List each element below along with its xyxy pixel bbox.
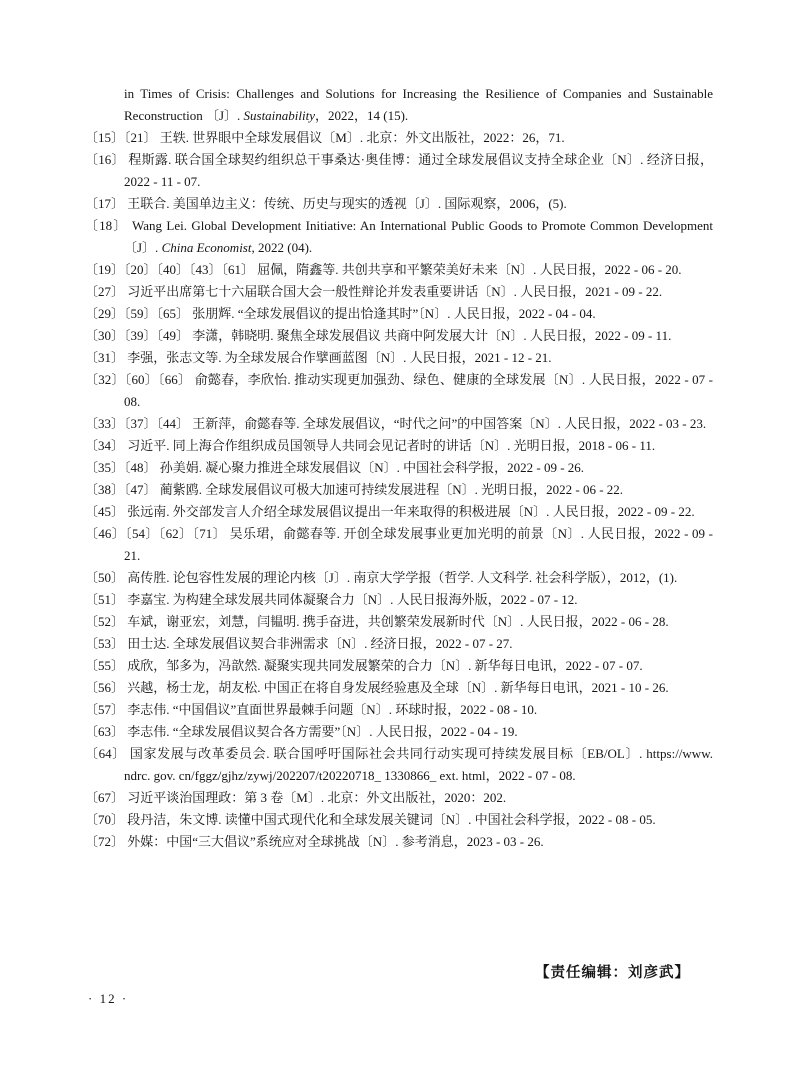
- reference-number: 〔50〕: [85, 570, 128, 585]
- reference-text: ，2022，14 (15).: [315, 108, 409, 123]
- reference-number: 〔31〕: [85, 350, 128, 365]
- reference-item: [85, 435, 713, 457]
- reference-item: [85, 787, 713, 809]
- reference-number: 〔51〕: [85, 592, 128, 607]
- reference-text: 段丹洁，朱文博. 读懂中国式现代化和全球发展关键词〔N〕. 中国社会科学报，2022 - 08 - 05.: [127, 812, 656, 827]
- reference-text: 李嘉宝. 为构建全球发展共同体凝聚合力〔N〕. 人民日报海外版，2022 - 07 - 12.: [127, 592, 578, 607]
- reference-number: 〔64〕: [85, 746, 130, 761]
- reference-number: 〔35〕〔48〕: [85, 460, 160, 475]
- references-list: [85, 83, 713, 853]
- reference-text: 习近平谈治国理政：第 3 卷〔M〕. 北京：外文出版社，2020：202.: [127, 790, 507, 805]
- reference-text: 兴越，杨士龙，胡友松. 中国正在将自身发展经验惠及全球〔N〕. 新华每日电讯，2021 - 10 - 26.: [127, 680, 669, 695]
- reference-text: 习近平. 同上海合作组织成员国领导人共同会见记者时的讲话〔N〕. 光明日报，2018 - 06 - 11.: [127, 438, 656, 453]
- reference-text: 程斯露. 联合国全球契约组织总干事桑达·奥佳博：通过全球发展倡议支持全球企业〔N〕. 经济日报，2022 - 11 - 07.: [124, 152, 713, 189]
- reference-number: 〔19〕〔20〕〔40〕〔43〕〔61〕: [85, 262, 258, 277]
- reference-item: [85, 479, 713, 501]
- reference-number: 〔72〕: [85, 834, 128, 849]
- reference-item: [85, 677, 713, 699]
- reference-number: 〔17〕: [85, 196, 128, 211]
- reference-item: [85, 413, 713, 435]
- reference-text: 李志伟. “中国倡议”直面世界最棘手问题〔N〕. 环球时报，2022 - 08 - 10.: [127, 702, 538, 717]
- reference-item: [85, 215, 713, 259]
- reference-number: 〔15〕〔21〕: [85, 130, 160, 145]
- reference-text: 田士达. 全球发展倡议契合非洲需求〔N〕. 经济日报，2022 - 07 - 27.: [127, 636, 513, 651]
- reference-item: [85, 567, 713, 589]
- reference-text: 王新萍，俞懿春等. 全球发展倡议，“时代之问”的中国答案〔N〕. 人民日报，2022 - 03 - 23.: [192, 416, 707, 431]
- reference-item: [85, 589, 713, 611]
- reference-number: 〔57〕: [85, 702, 128, 717]
- page-number: · 12 ·: [88, 991, 129, 1006]
- reference-item: [85, 325, 713, 347]
- reference-number: 〔29〕〔59〕〔65〕: [85, 306, 193, 321]
- reference-number: 〔45〕: [85, 504, 128, 519]
- reference-item: [85, 633, 713, 655]
- reference-text: 成欣，邹多为，冯歆然. 凝聚实现共同发展繁荣的合力〔N〕. 新华每日电讯，2022 - 07 - 07.: [127, 658, 643, 673]
- reference-item: [85, 831, 713, 853]
- reference-item: [85, 809, 713, 831]
- reference-number: 〔55〕: [85, 658, 128, 673]
- reference-text: 习近平出席第七十六届联合国大会一般性辩论并发表重要讲话〔N〕. 人民日报，2021 - 09 - 22.: [127, 284, 663, 299]
- reference-text: 俞懿春，李欣怡. 推动实现更加强劲、绿色、健康的全球发展〔N〕. 人民日报，2022 - 07 - 08.: [124, 372, 713, 409]
- reference-item: [85, 743, 713, 787]
- reference-number: 〔27〕: [85, 284, 128, 299]
- reference-item: [85, 721, 713, 743]
- reference-item: [85, 347, 713, 369]
- reference-number: 〔34〕: [85, 438, 128, 453]
- reference-number: 〔70〕: [85, 812, 128, 827]
- reference-number: 〔33〕〔37〕〔44〕: [85, 416, 193, 431]
- reference-text: 车斌，谢亚宏，刘慧，闫韫明. 携手奋进，共创繁荣发展新时代〔N〕. 人民日报，2022 - 06 - 28.: [127, 614, 669, 629]
- reference-item: [85, 501, 713, 523]
- reference-text: 李志伟. “全球发展倡议契合各方需要”〔N〕. 人民日报，2022 - 04 - 19.: [127, 724, 518, 739]
- reference-number: 〔56〕: [85, 680, 128, 695]
- reference-item: [85, 149, 713, 193]
- reference-text: 王联合. 美国单边主义：传统、历史与现实的透视〔J〕. 国际观察，2006，(5).: [127, 196, 567, 211]
- reference-text: 外媒：中国“三大倡议”系统应对全球挑战〔N〕. 参考消息，2023 - 03 - 26.: [127, 834, 544, 849]
- reference-text: 李潇，韩晓明. 聚焦全球发展倡议 共商中阿发展大计〔N〕. 人民日报，2022 - 09 - 11.: [192, 328, 672, 343]
- reference-item: [85, 523, 713, 567]
- reference-item: [85, 259, 713, 281]
- reference-number: 〔18〕: [85, 218, 132, 233]
- reference-item: [85, 281, 713, 303]
- reference-item: [85, 655, 713, 677]
- reference-text: 屈佩，隋鑫等. 共创共享和平繁荣美好未来〔N〕. 人民日报，2022 - 06 - 20.: [257, 262, 682, 277]
- reference-text: 国家发展与改革委员会. 联合国呼吁国际社会共同行动实现可持续发展目标〔EB/OL〕. https://www. ndrc. gov. cn/fggz/gjhz/zywj/202207/t20220718_ 1330866_ ext. html，2022 - 07 - 08.: [124, 746, 713, 783]
- reference-item: [85, 83, 713, 127]
- reference-item: [85, 611, 713, 633]
- reference-item: [85, 127, 713, 149]
- reference-number: 〔30〕〔39〕〔49〕: [85, 328, 193, 343]
- reference-text: 王轶. 世界眼中全球发展倡议〔M〕. 北京：外文出版社，2022：26，71.: [159, 130, 565, 145]
- reference-number: 〔52〕: [85, 614, 128, 629]
- reference-text: 李强，张志文等. 为全球发展合作擘画蓝图〔N〕. 人民日报，2021 - 12 - 21.: [127, 350, 552, 365]
- reference-text: in Times of Crisis: Challenges and Solutions for Increasing the Resilience of Companies and Sustainable Reconstruction 〔J〕.: [124, 86, 713, 123]
- journal-title: China Economist: [161, 240, 252, 255]
- reference-item: [85, 193, 713, 215]
- reference-text: 孙美娟. 凝心聚力推进全球发展倡议〔N〕. 中国社会科学报，2022 - 09 - 26.: [159, 460, 585, 475]
- reference-text: 高传胜. 论包容性发展的理论内核〔J〕. 南京大学学报（哲学. 人文科学. 社会科学版），2012，(1).: [127, 570, 678, 585]
- journal-title: Sustainability: [243, 108, 316, 123]
- reference-number: 〔38〕〔47〕: [85, 482, 160, 497]
- reference-item: [85, 369, 713, 413]
- reference-item: [85, 457, 713, 479]
- reference-number: 〔16〕: [85, 152, 129, 167]
- reference-number: 〔53〕: [85, 636, 128, 651]
- reference-item: [85, 699, 713, 721]
- reference-text: 张朋辉. “全球发展倡议的提出恰逢其时”〔N〕. 人民日报，2022 - 04 - 04.: [192, 306, 596, 321]
- reference-text: 张远南. 外交部发言人介绍全球发展倡议提出一年来取得的积极进展〔N〕. 人民日报，2022 - 09 - 22.: [127, 504, 695, 519]
- reference-number: 〔67〕: [85, 790, 128, 805]
- reference-text: 蔺紫鸥. 全球发展倡议可极大加速可持续发展进程〔N〕. 光明日报，2022 - 06 - 22.: [159, 482, 624, 497]
- reference-text: , 2022 (04).: [251, 240, 313, 255]
- reference-item: [85, 303, 713, 325]
- reference-number: 〔32〕〔60〕〔66〕: [85, 372, 195, 387]
- responsible-editor-line: 【责任编辑：刘彦武】: [535, 965, 690, 981]
- reference-text: Wang Lei. Global Development Initiative: An International Public Goods to Promote Common Development 〔J〕.: [124, 218, 713, 255]
- reference-text: 吴乐珺，俞懿春等. 开创全球发展事业更加光明的前景〔N〕. 人民日报，2022 - 09 - 21.: [124, 526, 713, 563]
- reference-number: 〔46〕〔54〕〔62〕〔71〕: [85, 526, 230, 541]
- reference-number: 〔63〕: [85, 724, 128, 739]
